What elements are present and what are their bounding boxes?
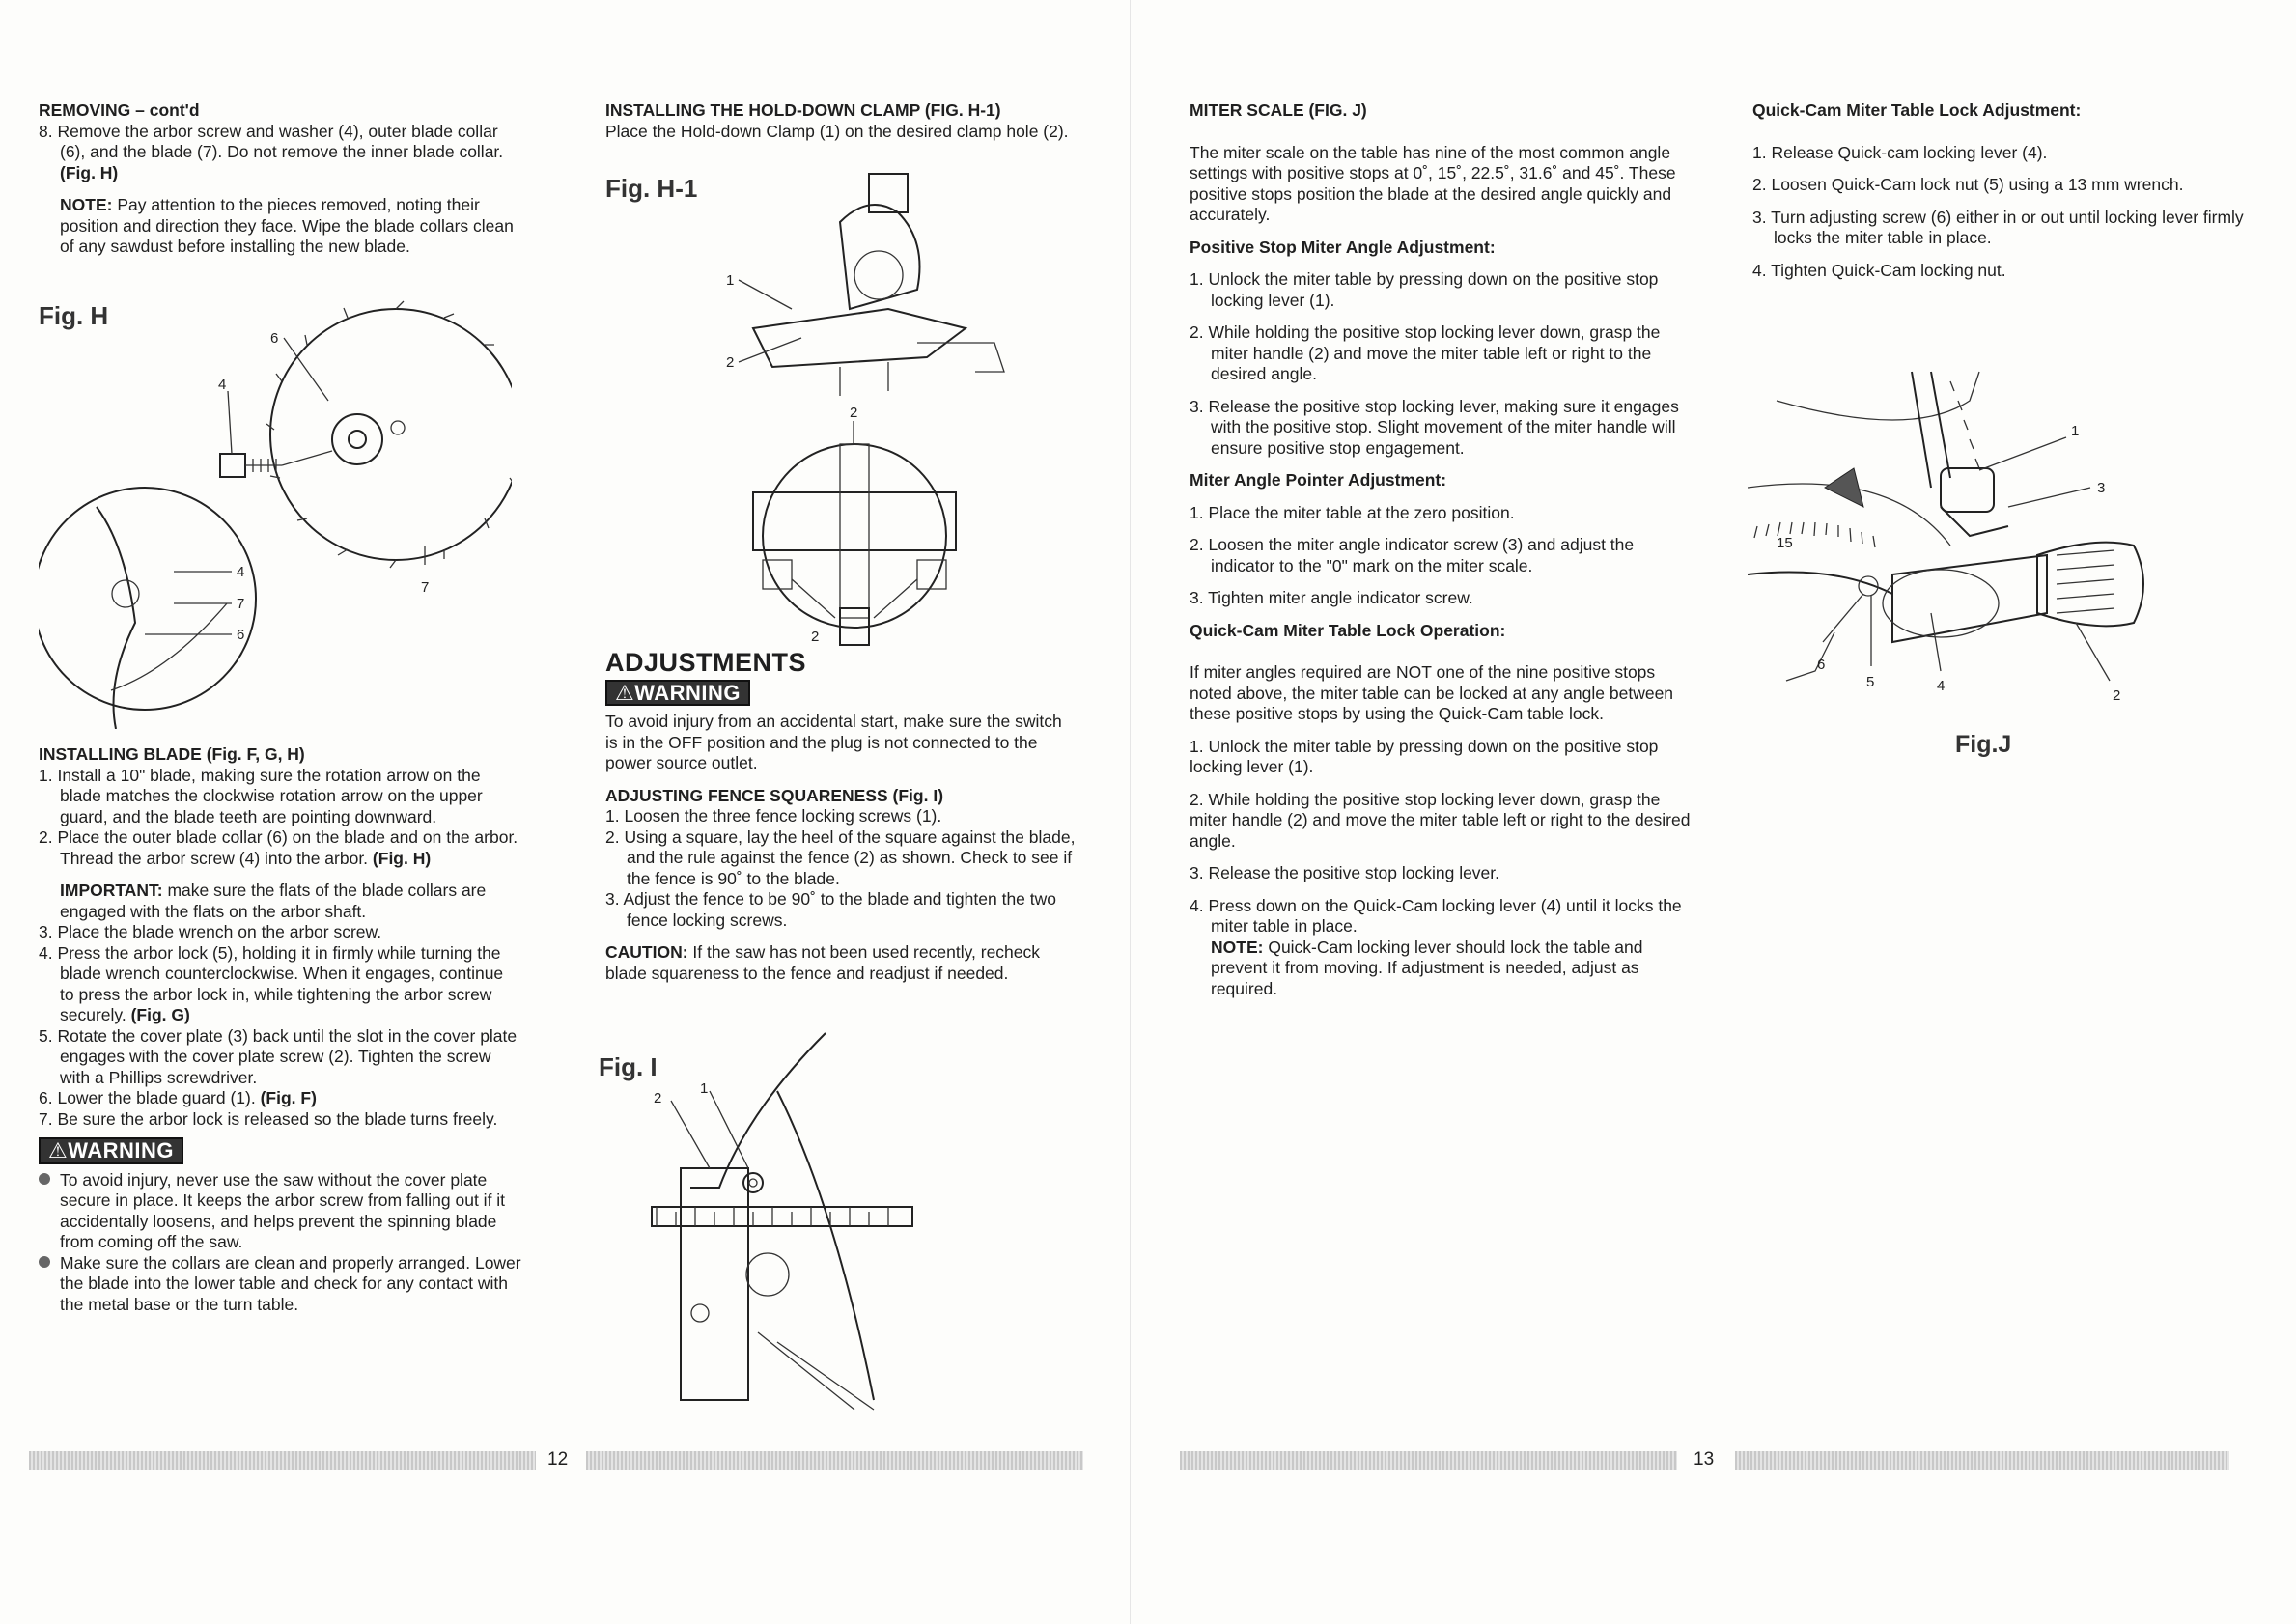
page-fold [1130, 0, 1131, 1624]
bullet-dot [39, 1256, 50, 1268]
fig-h-diagram [39, 285, 512, 729]
positive-step-2: 2. While holding the positive stop locking lever down, grasp the miter handle (2) and move the miter table left or right to the desired angle. [1190, 322, 1661, 383]
inset-arm [97, 507, 135, 729]
handle-body [1892, 555, 2047, 642]
miter-scale-text: The miter scale on the table has nine of the most common angle settings with positive stops at 0˚, 15˚, 22.5˚, 31.6˚ and 45˚. These positive stops position the blade at the desired angle quickly and accurately. [1190, 142, 1676, 224]
installing-step-6: 6. Lower the blade guard (1). (Fig. F) [39, 1088, 317, 1107]
positive-step-1: 1. Unlock the miter table by pressing down on the positive stop locking lever (1). [1190, 269, 1659, 310]
adjustments-warning-text: To avoid injury from an accidental start, make sure the switch is in the OFF position and the plug is not connected to the power source outlet. [605, 712, 1062, 772]
caution-text: CAUTION: If the saw has not been used recently, recheck blade squareness to the fence and readjust if needed. [605, 942, 1041, 983]
fence-step-3: 3. Adjust the fence to be 90˚ to the blade and tighten the two fence locking screws. [605, 889, 1057, 930]
left-column-1-lower [39, 744, 521, 1315]
fig-h-callout-7b: 7 [421, 579, 430, 596]
page-number-12: 12 [547, 1449, 569, 1470]
fig-j-label: Fig.J [1955, 731, 2012, 758]
right-column-1 [1190, 100, 1701, 999]
positive-step-3: 3. Release the positive stop locking lever, making sure it engages with the positive stop. Slight movement of the miter handle will ensure positive stop engagement. [1190, 396, 1679, 458]
quickcam-op-step-4: 4. Press down on the Quick-Cam locking lever (4) until it locks the miter table in place. [1190, 895, 1682, 936]
installing-step-5: 5. Rotate the cover plate (3) back until the slot in the cover plate engages with the cover plate screw (2). Tighten the screw with a Phillips screwdriver. [39, 1025, 518, 1087]
fig-j-callout-6: 6 [1817, 657, 1826, 673]
warning-bullet-2: Make sure the collars are clean and properly arranged. Lower the blade into the lower table and check for any contact with the metal base or the turn table. [39, 1253, 521, 1316]
quickcam-adjustment-heading: Quick-Cam Miter Table Lock Adjustment: [1752, 100, 2082, 120]
turntable [763, 444, 946, 628]
quickcam-op-step-1: 1. Unlock the miter table by pressing down on the positive stop locking lever (1). [1190, 736, 1659, 776]
fig-j-callout-4: 4 [1937, 678, 1946, 694]
miter-handle-knob [2037, 543, 2143, 627]
fig-h1-callout-2c: 2 [811, 629, 820, 645]
fig-h1-callout-2b: 2 [850, 405, 858, 421]
pointer-heading: Miter Angle Pointer Adjustment: [1190, 470, 1447, 490]
pointer-step-2: 2. Loosen the miter angle indicator screw (3) and adjust the indicator to the "0" mark on the miter scale. [1190, 535, 1635, 575]
adjustments-heading: ADJUSTMENTS [605, 648, 807, 677]
fig-i-label: Fig. I [599, 1052, 658, 1081]
installing-step-1: 1. Install a 10" blade, making sure the rotation arrow on the blade matches the clockwise rotation arrow on the upper guard, and the blade teeth are pointing downward. [39, 765, 483, 826]
installing-step-3: 3. Place the blade wrench on the arbor screw. [39, 922, 382, 941]
arbor-screw-head [220, 454, 245, 477]
inset-circle [39, 488, 256, 710]
quickcam-adj-step-2: 2. Loosen Quick-Cam lock nut (5) using a 13 mm wrench. [1752, 175, 2184, 194]
important-note: IMPORTANT: make sure the flats of the blade collars are engaged with the flats on the arbor shaft. [60, 881, 487, 921]
miter-scale-heading: MITER SCALE (FIG. J) [1190, 100, 1367, 120]
fence-body [681, 1168, 748, 1400]
left-column-2 [605, 100, 1069, 142]
warning-badge-left: ⚠WARNING [39, 1137, 183, 1164]
quickcam-operation-heading: Quick-Cam Miter Table Lock Operation: [1190, 620, 1506, 640]
quickcam-note: NOTE: Quick-Cam locking lever should lock the table and prevent it from moving. If adjustment is needed, adjust as required. [1211, 937, 1643, 998]
left-column-2-lower [605, 648, 1078, 984]
pointer-step-1: 1. Place the miter table at the zero position. [1190, 502, 1515, 522]
blade-guard-arc [690, 1033, 826, 1188]
bullet-dot [39, 1173, 50, 1185]
fig-h-inset-7: 7 [237, 596, 245, 612]
arbor-screw-thread [245, 459, 282, 472]
removing-step-8: 8. Remove the arbor screw and washer (4), outer blade collar (6), and the blade (7). Do not remove the inner blade collar. (Fig. H) [39, 121, 504, 182]
fence-step-2: 2. Using a square, lay the heel of the square against the blade, and the rule against the fence (2) as shown. Check to see if the fence is 90˚ to the blade. [605, 826, 1076, 888]
rule-ticks [657, 1207, 888, 1226]
fig-j-callout-3: 3 [2097, 480, 2106, 496]
installing-step-7: 7. Be sure the arbor lock is released so the blade turns freely. [39, 1108, 498, 1129]
blade-collar [332, 414, 382, 464]
fig-h1-callout-2a: 2 [726, 354, 735, 371]
fig-h-inset-6: 6 [237, 627, 245, 643]
fig-h-callout-6: 6 [270, 330, 279, 347]
hold-down-clamp-text: Place the Hold-down Clamp (1) on the desired clamp hole (2). [605, 121, 1069, 141]
fig-h1-label: Fig. H-1 [605, 174, 698, 203]
inset-arbor [112, 580, 139, 607]
fig-h1-callout-1: 1 [726, 272, 735, 289]
fig-j-callout-1: 1 [2071, 423, 2080, 439]
quickcam-adj-step-4: 4. Tighten Quick-Cam locking nut. [1752, 260, 2006, 280]
collar-hole [349, 431, 366, 448]
blade-teeth [266, 301, 512, 568]
fence-lock-screw [743, 1173, 763, 1192]
square-rule [652, 1207, 912, 1226]
fig-j-scale-15: 15 [1777, 535, 1793, 551]
fig-j-callout-2: 2 [2113, 687, 2121, 704]
quickcam-operation-text: If miter angles required are NOT one of the nine positive stops noted above, the miter table can be locked at any angle between these positive stops by using the Quick-Cam table lock. [1190, 662, 1674, 723]
footer-bar-right-a [1180, 1451, 1677, 1470]
positive-stop-lever [1941, 468, 1994, 512]
warning-badge-adjustments: ⚠WARNING [605, 680, 750, 707]
miter-scale-ticks [1754, 381, 1979, 547]
fig-j-diagram [1748, 362, 2163, 719]
saw-blade [270, 309, 512, 560]
warning-bullet-1: To avoid injury, never use the saw without the cover plate secure in place. It keeps the arbor screw from falling out if it accidentally loosens, and helps prevent the spinning blade from coming off the saw. [39, 1170, 521, 1253]
miter-pointer [1825, 468, 1863, 507]
fence-squareness-heading: ADJUSTING FENCE SQUARENESS (Fig. I) [605, 785, 944, 805]
fence [753, 492, 956, 550]
removing-heading: REMOVING – cont'd [39, 100, 200, 120]
washer [391, 421, 405, 434]
installing-step-4: 4. Press the arbor lock (5), holding it in firmly while turning the blade wrench counterclockwise. When it engages, continue to press the arbor lock in, while tightening the arbor screw securely. (Fig. G) [39, 942, 504, 1024]
saw-base [753, 309, 966, 367]
removing-note: NOTE: Pay attention to the pieces removed, noting their position and direction they face. Wipe the blade collars clean of any sawdust before installing the new blade. [60, 195, 514, 256]
footer-bar-right-b [1735, 1451, 2229, 1470]
left-column-1 [39, 100, 521, 258]
quickcam-adj-step-3: 3. Turn adjusting screw (6) either in or out until locking lever firmly locks the miter table in place. [1752, 207, 2244, 247]
footer-bar-left-b [586, 1451, 1083, 1470]
fig-h-inset-4: 4 [237, 564, 245, 580]
positive-stop-heading: Positive Stop Miter Angle Adjustment: [1190, 237, 1496, 257]
right-column-2 [1752, 100, 2254, 281]
fence-step-1: 1. Loosen the three fence locking screws (1). [605, 806, 942, 826]
quickcam-op-step-3: 3. Release the positive stop locking lever. [1190, 863, 1500, 882]
quickcam-adj-step-1: 1. Release Quick-cam locking lever (4). [1752, 142, 2048, 162]
miter-scale-arc [1748, 573, 1892, 595]
fig-i-callout-2: 2 [654, 1090, 662, 1106]
blade-slot [840, 444, 869, 618]
fig-h1-diagram [695, 164, 1023, 657]
blade-edge [777, 1091, 874, 1400]
fig-i-diagram [642, 1023, 941, 1429]
hold-down-clamp-heading: INSTALLING THE HOLD-DOWN CLAMP (FIG. H-1) [605, 100, 1001, 120]
quickcam-op-step-2: 2. While holding the positive stop locking lever down, grasp the miter handle (2) and move the miter table left or right to the desired angle. [1190, 789, 1691, 851]
page-number-13: 13 [1694, 1449, 1715, 1470]
saw-head [840, 205, 920, 309]
footer-bar-left-a [29, 1451, 536, 1470]
fig-h-callout-4: 4 [218, 377, 227, 393]
pointer-step-3: 3. Tighten miter angle indicator screw. [1190, 588, 1473, 607]
fig-i-callout-1: 1 [700, 1080, 709, 1097]
installing-blade-heading: INSTALLING BLADE (Fig. F, G, H) [39, 744, 305, 764]
fig-j-callout-5: 5 [1866, 674, 1875, 690]
fig-h-label: Fig. H [39, 301, 109, 330]
installing-step-2: 2. Place the outer blade collar (6) on the blade and on the arbor. Thread the arbor screw (4) into the arbor. (Fig. H) [39, 827, 518, 868]
